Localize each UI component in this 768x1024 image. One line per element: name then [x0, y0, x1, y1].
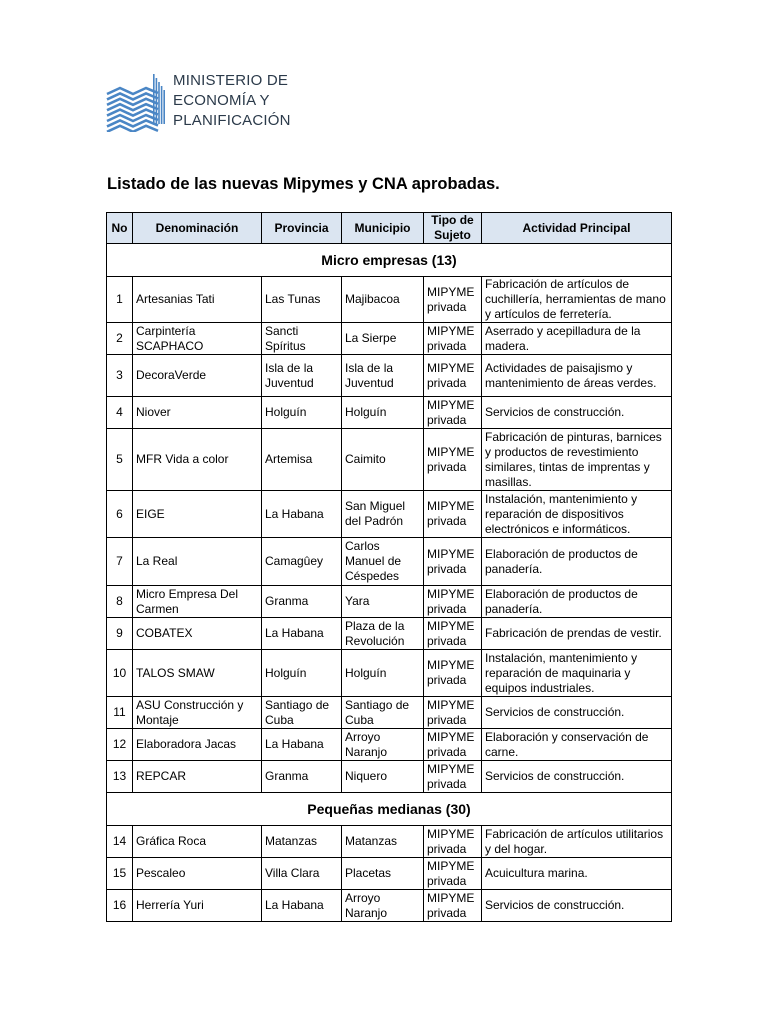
cell-denominacion: Pescaleo — [133, 858, 262, 890]
cell-provincia: Santiago de Cuba — [262, 697, 342, 729]
table-row — [107, 277, 672, 323]
header-tipo-sujeto: Tipo de Sujeto — [424, 213, 482, 244]
cell-denominacion: Artesanias Tati — [133, 277, 262, 323]
cell-denominacion: MFR Vida a color — [133, 429, 262, 491]
cell-no: 5 — [107, 429, 133, 491]
cell-municipio: Yara — [342, 586, 424, 618]
cell-provincia: Granma — [262, 761, 342, 793]
cell-provincia: Villa Clara — [262, 858, 342, 890]
cell-municipio: Plaza de la Revolución — [342, 618, 424, 650]
cell-tipo-sujeto: MIPYME privada — [424, 826, 482, 858]
cell-municipio: Holguín — [342, 650, 424, 697]
cell-actividad: Servicios de construcción. — [482, 890, 672, 922]
logo-bar — [161, 86, 163, 124]
cell-tipo-sujeto: MIPYME privada — [424, 729, 482, 761]
cell-provincia: Matanzas — [262, 826, 342, 858]
header-denominacion: Denominación — [133, 213, 262, 244]
cell-municipio: San Miguel del Padrón — [342, 491, 424, 538]
table-row — [107, 729, 672, 761]
cell-denominacion: Elaboradora Jacas — [133, 729, 262, 761]
header-actividad: Actividad Principal — [482, 213, 672, 244]
cell-tipo-sujeto: MIPYME privada — [424, 429, 482, 491]
table-row — [107, 890, 672, 922]
cell-municipio: Arroyo Naranjo — [342, 729, 424, 761]
cell-provincia: Holguín — [262, 397, 342, 429]
logo-line-2: ECONOMÍA Y — [173, 92, 270, 109]
ministry-logo-text — [173, 71, 291, 131]
cell-actividad: Servicios de construcción. — [482, 697, 672, 729]
cell-municipio: Niquero — [342, 761, 424, 793]
table-row — [107, 323, 672, 355]
cell-actividad: Elaboración y conservación de carne. — [482, 729, 672, 761]
logo-bar — [163, 90, 165, 124]
cell-denominacion: ASU Construcción y Montaje — [133, 697, 262, 729]
cell-no: 4 — [107, 397, 133, 429]
cell-denominacion: EIGE — [133, 491, 262, 538]
ministry-logo-mark-icon — [106, 70, 170, 132]
cell-no: 6 — [107, 491, 133, 538]
cell-tipo-sujeto: MIPYME privada — [424, 397, 482, 429]
cell-actividad: Fabricación de artículos utilitarios y del hogar. — [482, 826, 672, 858]
table-row — [107, 697, 672, 729]
cell-provincia: La Habana — [262, 729, 342, 761]
cell-tipo-sujeto: MIPYME privada — [424, 650, 482, 697]
table-row — [107, 618, 672, 650]
cell-municipio: Matanzas — [342, 826, 424, 858]
cell-tipo-sujeto: MIPYME privada — [424, 277, 482, 323]
logo-bar — [153, 74, 155, 124]
cell-denominacion: Niover — [133, 397, 262, 429]
cell-tipo-sujeto: MIPYME privada — [424, 858, 482, 890]
logo-bar — [158, 82, 160, 124]
cell-provincia: Artemisa — [262, 429, 342, 491]
table-row — [107, 826, 672, 858]
cell-actividad: Actividades de paisajismo y mantenimiento de áreas verdes. — [482, 355, 672, 397]
table-body — [107, 244, 672, 922]
cell-denominacion: TALOS SMAW — [133, 650, 262, 697]
cell-tipo-sujeto: MIPYME privada — [424, 538, 482, 586]
cell-municipio: Carlos Manuel de Céspedes — [342, 538, 424, 586]
table-row — [107, 761, 672, 793]
cell-provincia: Camagûey — [262, 538, 342, 586]
cell-actividad: Servicios de construcción. — [482, 397, 672, 429]
table-row — [107, 355, 672, 397]
cell-provincia: Isla de la Juventud — [262, 355, 342, 397]
cell-provincia: La Habana — [262, 890, 342, 922]
cell-tipo-sujeto: MIPYME privada — [424, 761, 482, 793]
cell-municipio: Holguín — [342, 397, 424, 429]
cell-actividad: Acuicultura marina. — [482, 858, 672, 890]
cell-tipo-sujeto: MIPYME privada — [424, 355, 482, 397]
cell-denominacion: La Real — [133, 538, 262, 586]
table-header-row — [107, 213, 672, 244]
cell-municipio: Caimito — [342, 429, 424, 491]
table-row — [107, 858, 672, 890]
cell-denominacion: Carpintería SCAPHACO — [133, 323, 262, 355]
cell-no: 9 — [107, 618, 133, 650]
cell-denominacion: Micro Empresa Del Carmen — [133, 586, 262, 618]
section-header-row — [107, 793, 672, 826]
cell-no: 16 — [107, 890, 133, 922]
cell-municipio: La Sierpe — [342, 323, 424, 355]
section-label: Micro empresas (13) — [107, 244, 672, 277]
cell-no: 12 — [107, 729, 133, 761]
cell-actividad: Fabricación de artículos de cuchillería, herramientas de mano y artículos de ferretería. — [482, 277, 672, 323]
cell-denominacion: Herrería Yuri — [133, 890, 262, 922]
cell-actividad: Servicios de construcción. — [482, 761, 672, 793]
cell-municipio: Arroyo Naranjo — [342, 890, 424, 922]
cell-actividad: Elaboración de productos de panadería. — [482, 586, 672, 618]
cell-actividad: Elaboración de productos de panadería. — [482, 538, 672, 586]
table-row — [107, 429, 672, 491]
cell-actividad: Fabricación de prendas de vestir. — [482, 618, 672, 650]
cell-provincia: La Habana — [262, 618, 342, 650]
cell-denominacion: REPCAR — [133, 761, 262, 793]
ministry-logo — [106, 70, 306, 132]
cell-tipo-sujeto: MIPYME privada — [424, 697, 482, 729]
cell-denominacion: DecoraVerde — [133, 355, 262, 397]
cell-tipo-sujeto: MIPYME privada — [424, 323, 482, 355]
cell-tipo-sujeto: MIPYME privada — [424, 890, 482, 922]
cell-provincia: La Habana — [262, 491, 342, 538]
cell-municipio: Isla de la Juventud — [342, 355, 424, 397]
logo-bar — [156, 78, 158, 124]
table-row — [107, 650, 672, 697]
cell-actividad: Fabricación de pinturas, barnices y productos de revestimiento similares, tintas de imprentas y masillas. — [482, 429, 672, 491]
cell-provincia: Las Tunas — [262, 277, 342, 323]
cell-no: 1 — [107, 277, 133, 323]
cell-municipio: Majibacoa — [342, 277, 424, 323]
cell-no: 2 — [107, 323, 133, 355]
cell-denominacion: COBATEX — [133, 618, 262, 650]
cell-no: 14 — [107, 826, 133, 858]
cell-provincia: Sancti Spíritus — [262, 323, 342, 355]
table-row — [107, 397, 672, 429]
cell-actividad: Instalación, mantenimiento y reparación de maquinaria y equipos industriales. — [482, 650, 672, 697]
document-title: Listado de las nuevas Mipymes y CNA aprobadas. — [107, 175, 500, 193]
header-provincia: Provincia — [262, 213, 342, 244]
cell-no: 13 — [107, 761, 133, 793]
cell-tipo-sujeto: MIPYME privada — [424, 586, 482, 618]
cell-provincia: Holguín — [262, 650, 342, 697]
table-row — [107, 538, 672, 586]
cell-no: 7 — [107, 538, 133, 586]
cell-no: 3 — [107, 355, 133, 397]
cell-no: 15 — [107, 858, 133, 890]
cell-no: 11 — [107, 697, 133, 729]
header-municipio: Municipio — [342, 213, 424, 244]
table-row — [107, 491, 672, 538]
section-label: Pequeñas medianas (30) — [107, 793, 672, 826]
cell-municipio: Placetas — [342, 858, 424, 890]
cell-actividad: Instalación, mantenimiento y reparación de dispositivos electrónicos e informáticos. — [482, 491, 672, 538]
cell-denominacion: Gráfica Roca — [133, 826, 262, 858]
section-header-row — [107, 244, 672, 277]
cell-tipo-sujeto: MIPYME privada — [424, 618, 482, 650]
cell-municipio: Santiago de Cuba — [342, 697, 424, 729]
mipymes-table — [106, 212, 672, 922]
header-no: No — [107, 213, 133, 244]
table-row — [107, 586, 672, 618]
cell-provincia: Granma — [262, 586, 342, 618]
cell-no: 8 — [107, 586, 133, 618]
logo-line-3: PLANIFICACIÓN — [173, 112, 291, 129]
logo-stripe — [107, 88, 158, 94]
cell-tipo-sujeto: MIPYME privada — [424, 491, 482, 538]
cell-no: 10 — [107, 650, 133, 697]
logo-line-1: MINISTERIO DE — [173, 72, 289, 89]
cell-actividad: Aserrado y acepilladura de la madera. — [482, 323, 672, 355]
